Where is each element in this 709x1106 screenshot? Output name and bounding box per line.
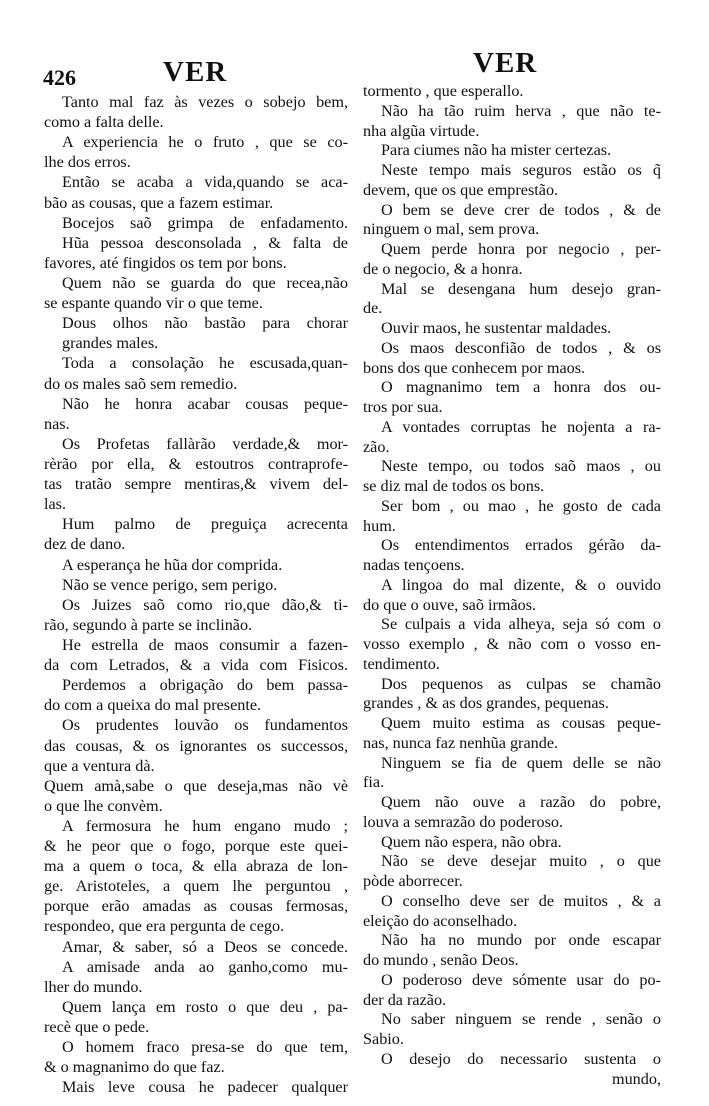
- text-line: Bocejos saõ grimpa de enfadamento.: [62, 213, 348, 232]
- text-line: A lingoa do mal dizente, & o ouvido: [381, 575, 661, 594]
- text-line: Neste tempo, ou todos saõ maos , ou: [381, 457, 661, 476]
- text-line: tas tratão sempre mentiras,& vivem del-: [44, 475, 348, 494]
- text-line: porque erão amadas as cousas fermosas,: [44, 897, 348, 916]
- right-column: [363, 82, 661, 1089]
- text-line: se espante quando vir o que teme.: [44, 294, 263, 313]
- text-line: hum.: [363, 516, 396, 535]
- text-line: ninguem o mal, sem prova.: [363, 220, 540, 239]
- text-line: Ser bom , ou mao , he gosto de cada: [381, 496, 661, 515]
- text-line: Os Profetas fallàrão verdade,& mor-: [62, 434, 348, 453]
- text-line: Ouvir maos, he sustentar maldades.: [381, 319, 612, 337]
- text-line: devem, que os que emprestão.: [363, 180, 559, 199]
- text-line: Ninguem se fia de quem delle se não: [381, 753, 661, 772]
- text-line: nas, nunca faz nenhũa grande.: [363, 733, 559, 752]
- text-line: Quem amà,sabe o que deseja,mas não vè: [44, 776, 348, 795]
- text-line: Dos pequenos as culpas se chamão: [381, 674, 661, 693]
- text-line: O conselho deve ser de muitos , & a: [381, 891, 661, 910]
- text-line: do que o ouve, saõ irmãos.: [363, 595, 537, 614]
- text-line: que a ventura dà.: [44, 756, 155, 775]
- text-line: Os maos desconfião de todos , & os: [381, 338, 661, 357]
- text-line: da com Letrados, & a vida com Fisicos.: [44, 656, 348, 675]
- text-line: Os entendimentos errados gérão da-: [381, 536, 661, 555]
- text-line: Os prudentes louvão os fundamentos: [62, 716, 348, 735]
- text-line: Amar, & saber, só a Deos se concede.: [62, 937, 348, 956]
- text-line: nha algũa virtude.: [363, 121, 480, 140]
- text-line: lher do mundo.: [44, 977, 143, 996]
- text-line: tormento , que esperallo.: [363, 82, 524, 100]
- text-line: O magnanimo tem a honra dos ou-: [381, 378, 661, 397]
- text-line: A esperança he hũa dor comprida.: [62, 555, 283, 574]
- text-line: Tanto mal faz às vezes o sobejo bem,: [62, 93, 348, 111]
- text-line: & o magnanimo do que faz.: [44, 1058, 225, 1077]
- text-line: bão as cousas, que a fazem estimar.: [44, 193, 274, 212]
- text-line: Quem não espera, não obra.: [381, 832, 562, 851]
- text-line: nas.: [44, 414, 70, 433]
- text-line: rão, segundo à parte se inclinão.: [44, 615, 253, 634]
- text-line: A amisade anda ao ganho,como mu-: [62, 957, 348, 976]
- text-line: como a falta delle.: [44, 113, 164, 132]
- text-line: Dous olhos não bastão para chorar: [62, 314, 348, 333]
- text-line: ma a quem o toca, & ella abraza de lon-: [44, 857, 348, 876]
- text-line: Quem perde honra por negocio , per-: [381, 240, 661, 258]
- text-line: Não ha no mundo por onde escapar: [381, 931, 661, 950]
- text-line: louva a semrazão do poderoso.: [363, 812, 564, 831]
- text-line: favores, até fingidos os tem por bons.: [44, 253, 287, 272]
- text-line: O poderoso deve sómente usar do po-: [381, 970, 661, 989]
- text-line: de o negocio, & a honra.: [363, 259, 523, 278]
- text-line: grandes males.: [62, 334, 159, 353]
- text-line: las.: [44, 495, 67, 514]
- running-head-right: VER: [473, 47, 538, 79]
- text-line: do mundo , senão Deos.: [363, 951, 519, 969]
- text-line: lhe dos erros.: [44, 153, 131, 172]
- text-line: Perdemos a obrigação do bem passa-: [62, 676, 348, 695]
- text-line: vosso exemplo , & não com o vosso en-: [363, 635, 661, 653]
- text-line: Quem não se guarda do que recea,não: [62, 273, 348, 292]
- text-line: Não se vence perigo, sem perigo.: [62, 575, 278, 594]
- text-line: grandes , & as dos grandes, pequenas.: [363, 694, 609, 713]
- text-line: tendimento.: [363, 654, 440, 673]
- text-line: Para ciumes não ha mister certezas.: [381, 141, 612, 160]
- text-line: Mal se desengana hum desejo gran-: [381, 279, 661, 298]
- text-line: Sabio.: [363, 1030, 404, 1048]
- text-line: Quem não ouve a razão do pobre,: [381, 793, 661, 811]
- text-line: tros por sua.: [363, 398, 443, 416]
- text-line: Hum palmo de preguiça acrecenta: [62, 515, 348, 534]
- text-line: Então se acaba a vida,quando se aca-: [62, 173, 348, 192]
- text-line: Quem muito estima as cousas peque-: [381, 714, 661, 732]
- text-line: Mais leve cousa he padecer qualquer: [62, 1078, 348, 1097]
- text-line: Se culpais a vida alheya, seja só com o: [381, 615, 661, 634]
- text-line: A vontades corruptas he nojenta a ra-: [381, 417, 661, 436]
- text-line: do com a queixa do mal presente.: [44, 696, 262, 715]
- text-line: & he peor que o fogo, porque este quei-: [44, 837, 348, 856]
- text-line: de.: [363, 299, 383, 318]
- text-line: O bem se deve crer de todos , & de: [381, 200, 661, 219]
- text-line: zão.: [363, 437, 390, 456]
- text-line: fia.: [363, 773, 385, 792]
- text-line: o que lhe convèm.: [44, 796, 163, 815]
- text-line: Não ha tão ruim herva , que não te-: [381, 101, 661, 120]
- text-line: Hũa pessoa desconsolada , & falta de: [62, 233, 348, 252]
- page-number: 426: [43, 65, 76, 90]
- text-line: bons dos que conhecem por maos.: [363, 358, 586, 377]
- text-line: O desejo do necessario sustenta o: [381, 1049, 661, 1068]
- text-line: der da razão.: [363, 990, 447, 1009]
- text-line: se diz mal de todos os bons.: [363, 477, 545, 495]
- text-line: das cousas, & os ignorantes os successos,: [44, 736, 348, 755]
- text-line: pòde aborrecer.: [363, 872, 463, 890]
- running-head-left: VER: [163, 56, 228, 88]
- text-line: rèrão por ella, & estoutros contraprofe-: [44, 454, 348, 473]
- text-line: mundo,: [611, 1069, 661, 1088]
- text-line: No saber ninguem se rende , senão o: [381, 1010, 661, 1029]
- text-line: nadas tençoens.: [363, 556, 465, 574]
- text-line: Os Juizes saõ como rio,que dão,& ti-: [62, 595, 348, 614]
- text-line: A fermosura he hum engano mudo ;: [62, 816, 348, 835]
- text-line: O homem fraco presa-se do que tem,: [62, 1038, 348, 1057]
- text-line: respondeo, que era pergunta de cego.: [44, 917, 285, 936]
- text-line: ge. Aristoteles, a quem lhe perguntou ,: [44, 877, 348, 896]
- text-line: A experiencia he o fruto , que se co-: [62, 133, 348, 152]
- text-line: do os males saõ sem remedio.: [44, 374, 238, 393]
- text-line: eleição do aconselhado.: [363, 911, 518, 930]
- text-line: Toda a consolação he escusada,quan-: [62, 354, 348, 373]
- text-line: He estrella de maos consumir a fazen-: [62, 635, 348, 654]
- text-line: Neste tempo mais seguros estão os q̃: [381, 161, 661, 179]
- text-line: Não se deve desejar muito , o que: [381, 852, 661, 871]
- text-line: dez de dano.: [44, 535, 126, 554]
- text-line: recè que o pede.: [44, 1018, 150, 1037]
- text-line: Quem lança em rosto o que deu , pa-: [62, 997, 348, 1016]
- text-line: Não he honra acabar cousas peque-: [62, 394, 348, 413]
- left-column: [44, 92, 348, 1097]
